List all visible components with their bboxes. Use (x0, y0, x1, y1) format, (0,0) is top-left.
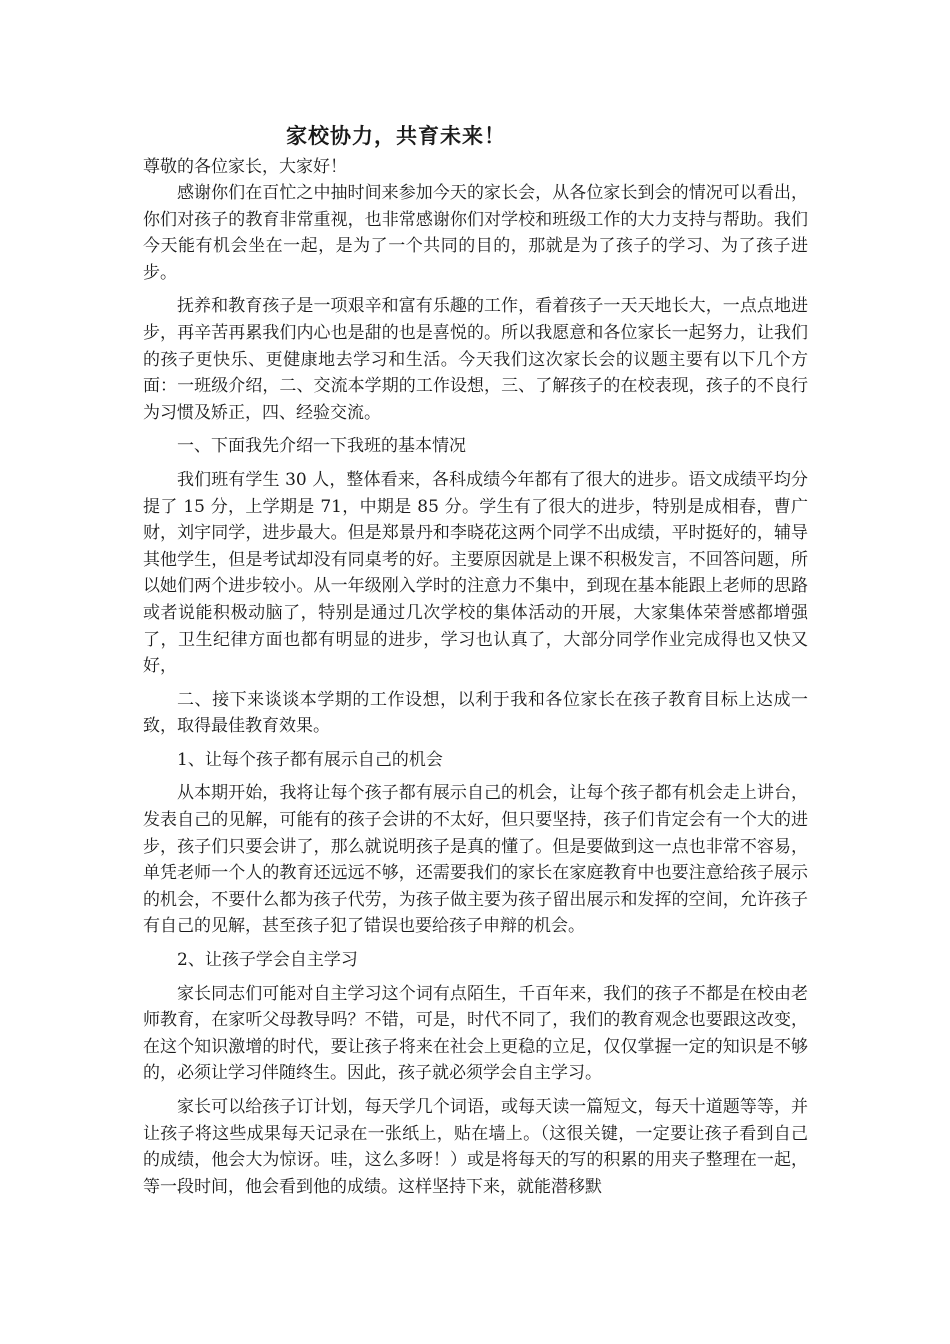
greeting: 尊敬的各位家长，大家好！ (143, 157, 347, 177)
document-title: 家校协力，共育未来！ (286, 123, 506, 148)
paragraph-agenda: 抚养和教育孩子是一项艰辛和富有乐趣的工作，看着孩子一天天地长大，一点点地进步，再辛苦再累我们内心也是甜的也是喜悦的。所以我愿意和各位家长一起努力，让我们的孩子更快乐、更健康地去学习和生活。今天我们这次家长会的议题主要有以下几个方面：一班级介绍，二、交流本学期的工作设想，三、了解孩子的在校表现，孩子的不良行为习惯及矫正，四、经验交流。 (143, 296, 808, 423)
paragraph-thanks: 感谢你们在百忙之中抽时间来参加今天的家长会，从各位家长到会的情况可以看出，你们对孩子的教育非常重视，也非常感谢你们对学校和班级工作的大力支持与帮助。我们今天能有机会坐在一起，是为了一个共同的目的，那就是为了孩子的学习、为了孩子进步。 (143, 183, 808, 283)
paragraph-show-opportunity: 从本期开始，我将让每个孩子都有展示自己的机会，让每个孩子都有机会走上讲台，发表自己的见解，可能有的孩子会讲的不太好，但只要坚持，孩子们肯定会有一个大的进步，孩子们只要会讲了，那么就说明孩子是真的懂了。但是要做到这一点也非常不容易，单凭老师一个人的教育还远远不够，还需要我们的家长在家庭教育中也要注意给孩子展示的机会，不要什么都为孩子代劳，为孩子做主要为孩子留出展示和发挥的空间，允许孩子有自己的见解，甚至孩子犯了错误也要给孩子申辩的机会。 (143, 783, 808, 937)
subheading-self-study: 2、让孩子学会自主学习 (177, 950, 358, 971)
subheading-show-opportunity: 1、让每个孩子都有展示自己的机会 (177, 749, 443, 770)
paragraph-study-plan: 家长可以给孩子订计划，每天学几个词语，或每天读一篇短文，每天十道题等等，并让孩子将这些成果每天记录在一张纸上，贴在墙上。（这很关键，一定要让孩子看到自己的成绩，他会大为惊讶。哇，这么多呀！）或是将每天的写的积累的用夹子整理在一起，等一段时间，他会看到他的成绩。这样坚持下来，就能潜移默 (143, 1097, 808, 1197)
section-heading-class-intro: 一、下面我先介绍一下我班的基本情况 (177, 436, 466, 457)
paragraph-self-study: 家长同志们可能对自主学习这个词有点陌生，千百年来，我们的孩子不都是在校由老师教育，在家听父母教导吗？不错，可是，时代不同了，我们的教育观念也要跟这改变，在这个知识激增的时代，要让孩子将来在社会上更稳的立足，仅仅掌握一定的知识是不够的，必须让学习伴随终生。因此，孩子就必须学会自主学习。 (143, 983, 808, 1084)
paragraph-class-situation: 我们班有学生 30 人，整体看来，各科成绩今年都有了很大的进步。语文成绩平均分提了 15 分，上学期是 71，中期是 85 分。学生有了很大的进步，特别是成相春，曹广财，刘宇同学，进步最大。但是郑景丹和李晓花这两个同学不出成绩，平时挺好的，辅导其他学生，但是考试却没有同桌考的好。主要原因就是上课不积极发言，不回答问题，所以她们两个进步较小。从一年级刚入学时的注意力不集中，到现在基本能跟上老师的思路或者说能积极动脑了，特别是通过几次学校的集体活动的开展，大家集体荣誉感都增强了，卫生纪律方面也都有明显的进步，学习也认真了，大部分同学作业完成得也又快又好， (143, 469, 808, 677)
document-page (143, 122, 808, 1207)
section-heading-work-plan: 二、接下来谈谈本学期的工作设想，以利于我和各位家长在孩子教育目标上达成一致，取得最佳教育效果。 (143, 689, 808, 737)
